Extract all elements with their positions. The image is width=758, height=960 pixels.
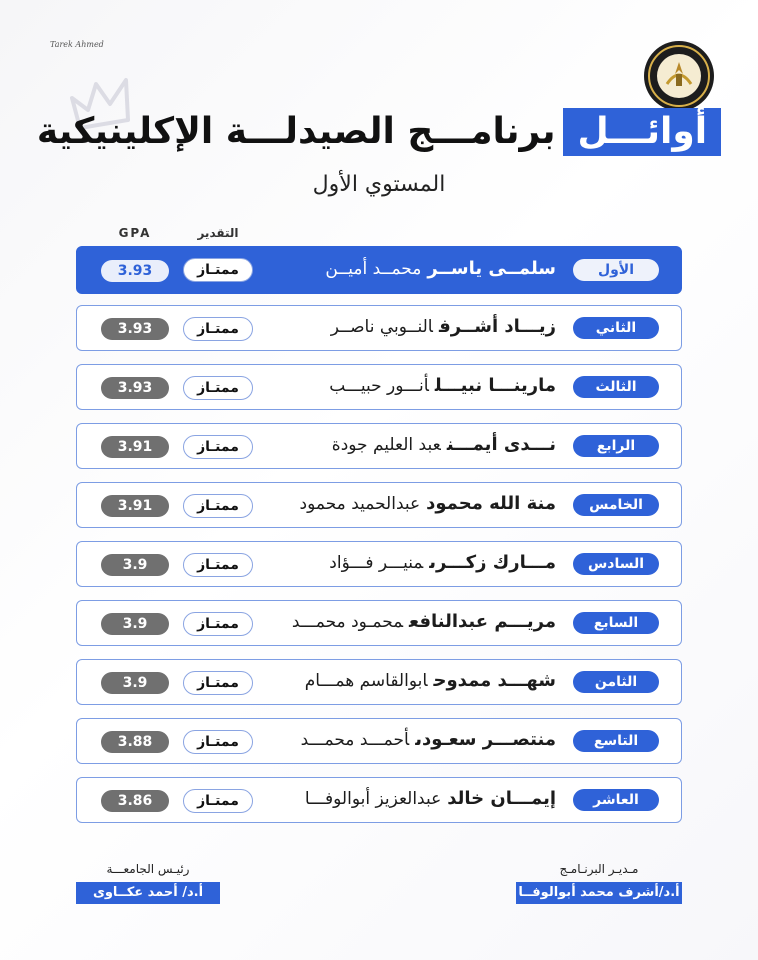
student-first-name: مـــارك زكـــرى bbox=[429, 552, 556, 573]
student-name bbox=[256, 434, 556, 455]
grade-pill: ممتـاز bbox=[183, 612, 253, 636]
student-first-name: منتصـــر سعـودى bbox=[415, 729, 556, 750]
title-rest: برنامـــج الصيدلـــة الإكلينيكية bbox=[36, 111, 556, 152]
student-family-name: منيـــر فـــؤاد bbox=[329, 553, 424, 573]
student-family-name: أحمـــد محمـــد bbox=[300, 730, 410, 750]
student-name bbox=[256, 670, 556, 691]
page-title bbox=[0, 108, 758, 156]
table-row bbox=[76, 777, 682, 823]
grade-column-header: التقدير bbox=[197, 226, 239, 240]
signature-role: رئيـس الجامعـــة bbox=[106, 862, 190, 876]
student-name bbox=[256, 316, 556, 337]
grade-pill: ممتـاز bbox=[183, 671, 253, 695]
table-row bbox=[76, 718, 682, 764]
gpa-pill: 3.91 bbox=[101, 436, 169, 458]
student-name bbox=[256, 258, 556, 279]
designer-signature: Tarek Ahmed bbox=[50, 40, 104, 49]
table-row bbox=[76, 541, 682, 587]
student-family-name: النــوبي ناصــر bbox=[330, 317, 433, 337]
student-first-name: نـــدى أيمـــن bbox=[446, 434, 556, 455]
grade-pill: ممتـاز bbox=[183, 789, 253, 813]
student-first-name: زيـــاد أشــرف bbox=[439, 316, 556, 337]
student-first-name: منة الله محمود bbox=[426, 493, 556, 514]
rank-badge: الرابع bbox=[573, 435, 659, 457]
rank-badge: السادس bbox=[573, 553, 659, 575]
student-name bbox=[256, 375, 556, 396]
signature-name: أ.د/أشرف محمد أبوالوفــا bbox=[516, 882, 682, 904]
rank-badge: التاسع bbox=[573, 730, 659, 752]
university-seal-icon bbox=[643, 40, 715, 112]
rank-badge: الثالث bbox=[573, 376, 659, 398]
student-first-name: مريـــم عبدالنافع bbox=[409, 611, 556, 632]
title-highlight: أوائـــل bbox=[563, 108, 721, 156]
rank-badge: الثامن bbox=[573, 671, 659, 693]
rank-badge: الأول bbox=[573, 259, 659, 281]
program-director-signature bbox=[516, 862, 682, 904]
student-family-name: عبدالعزيز أبوالوفـــا bbox=[304, 789, 442, 809]
level-subtitle: المستوي الأول bbox=[312, 172, 446, 197]
gpa-column-header: GPA bbox=[118, 226, 152, 240]
signature-role: مـديـر البرنـامـج bbox=[559, 862, 639, 876]
table-row bbox=[76, 246, 682, 294]
rank-badge: الثاني bbox=[573, 317, 659, 339]
student-name bbox=[256, 493, 556, 514]
grade-pill: ممتـاز bbox=[183, 494, 253, 518]
student-name bbox=[256, 729, 556, 750]
student-name bbox=[256, 552, 556, 573]
gpa-pill: 3.9 bbox=[101, 672, 169, 694]
grade-pill: ممتـاز bbox=[183, 376, 253, 400]
student-family-name: ابوالقاسم همـــام bbox=[304, 671, 428, 691]
table-row bbox=[76, 423, 682, 469]
table-row bbox=[76, 659, 682, 705]
gpa-pill: 3.93 bbox=[101, 377, 169, 399]
rank-badge: السابع bbox=[573, 612, 659, 634]
gpa-pill: 3.86 bbox=[101, 790, 169, 812]
university-president-signature bbox=[76, 862, 220, 904]
table-row bbox=[76, 600, 682, 646]
grade-pill: ممتـاز bbox=[183, 435, 253, 459]
gpa-pill: 3.88 bbox=[101, 731, 169, 753]
student-first-name: مارينـــا نبيـــل bbox=[434, 375, 556, 396]
table-row bbox=[76, 305, 682, 351]
student-family-name: أنـــور حبيـــب bbox=[329, 376, 429, 396]
student-family-name: عبدالحميد محمود bbox=[299, 494, 421, 514]
student-family-name: محمـود محمـــد bbox=[291, 612, 404, 632]
grade-pill: ممتـاز bbox=[183, 730, 253, 754]
signature-name: أ.د/ أحمد عكــاوى bbox=[76, 882, 220, 904]
gpa-pill: 3.93 bbox=[101, 260, 169, 282]
gpa-pill: 3.9 bbox=[101, 554, 169, 576]
grade-pill: ممتـاز bbox=[183, 317, 253, 341]
student-first-name: إيمـــان خالد bbox=[447, 788, 556, 809]
gpa-pill: 3.9 bbox=[101, 613, 169, 635]
student-first-name: سلمــى ياســر bbox=[427, 258, 556, 279]
table-row bbox=[76, 364, 682, 410]
rank-badge: الخامس bbox=[573, 494, 659, 516]
student-family-name: عبد العليم جودة bbox=[331, 435, 441, 455]
student-name bbox=[256, 788, 556, 809]
table-row bbox=[76, 482, 682, 528]
grade-pill: ممتـاز bbox=[183, 553, 253, 577]
grade-pill: ممتـاز bbox=[183, 258, 253, 282]
gpa-pill: 3.91 bbox=[101, 495, 169, 517]
student-family-name: محمــد أميــن bbox=[325, 259, 422, 279]
rank-badge: العاشر bbox=[573, 789, 659, 811]
student-first-name: شهـــد ممدوح bbox=[433, 670, 556, 691]
honor-list bbox=[76, 246, 682, 836]
gpa-pill: 3.93 bbox=[101, 318, 169, 340]
student-name bbox=[256, 611, 556, 632]
